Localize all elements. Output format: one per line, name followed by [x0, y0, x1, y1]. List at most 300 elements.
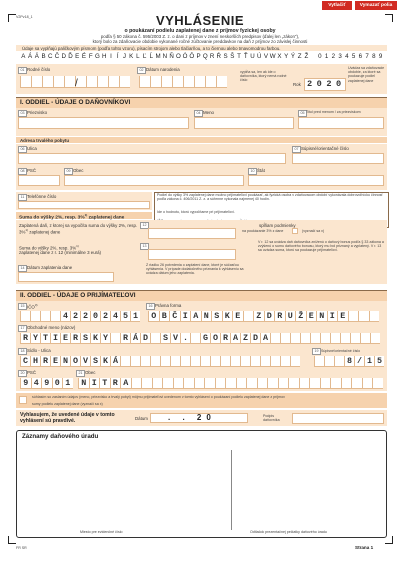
char-cell: 9	[41, 378, 52, 389]
char-cell	[162, 378, 173, 389]
char-cell	[173, 378, 184, 389]
datum-zaplatenia-field[interactable]	[18, 272, 114, 282]
field-number-01: 01	[18, 67, 27, 74]
char-cell: K	[90, 333, 100, 344]
char-cell	[20, 76, 31, 88]
sample-glyph: 8	[372, 53, 376, 60]
char-cell	[341, 378, 352, 389]
form-subtitle: o poukázaní podielu zaplatenej dane z príjmov fyzickej osoby	[124, 28, 276, 34]
field-number-20: 20	[18, 370, 27, 377]
char-cell	[119, 76, 130, 88]
char-cell	[20, 311, 30, 322]
char-cell	[131, 378, 142, 389]
psc-label: PSČ	[27, 168, 37, 173]
sample-glyph: Ú	[257, 53, 262, 60]
sample-glyph: É	[81, 53, 87, 60]
pravna-forma-label: Právna forma	[155, 303, 182, 308]
char-cell: 0	[90, 311, 100, 322]
sample-glyph: Ĺ	[149, 53, 154, 60]
sample-glyph: Ľ	[142, 53, 147, 60]
char-cell: A	[190, 311, 201, 322]
footer-right: Strana 1	[355, 545, 374, 550]
char-cell	[320, 378, 331, 389]
char-cell: D	[250, 333, 260, 344]
stat-field[interactable]	[248, 175, 384, 186]
char-cell: 9	[20, 378, 31, 389]
char-cell: T	[40, 333, 50, 344]
instruction-text: Údaje sa vyplňajú paličkovým písmom (podľa tohto vzoru), písacím strojom alebo tlačiarňou, a to čiernou alebo tmavomodrou farbou.	[22, 45, 281, 51]
sample-glyph: Ť	[243, 53, 248, 60]
field-number-19: 19	[312, 348, 321, 355]
sample-glyph: Ó	[182, 53, 188, 60]
char-cell: 5	[120, 311, 130, 322]
char-cell	[215, 378, 226, 389]
sample-glyph: U	[250, 53, 255, 60]
char-cell: O	[148, 311, 159, 322]
sample-glyph: D	[61, 53, 67, 60]
char-cell	[309, 378, 320, 389]
sample-glyph: L	[136, 53, 140, 60]
char-cell	[130, 356, 140, 367]
field-number-17: 17	[18, 325, 27, 332]
sample-glyph: Ä	[34, 53, 39, 60]
podpis-label: Podpis daňovníka	[263, 414, 280, 423]
field-number-02: 02	[137, 67, 146, 74]
char-cell	[372, 378, 383, 389]
char-cell: E	[232, 311, 243, 322]
field-number-13: 13	[140, 243, 149, 250]
sample-glyph: C	[48, 53, 53, 60]
char-cell: A	[120, 378, 131, 389]
sample-glyph: 4	[345, 53, 349, 60]
sample-glyph: 3	[338, 53, 342, 60]
sample-glyph: 0	[318, 53, 322, 60]
field-number-09: 09	[64, 168, 73, 175]
corner-mark-bottom-right	[385, 536, 393, 544]
char-cell	[246, 378, 257, 389]
char-cell: E	[60, 333, 70, 344]
char-cell	[150, 356, 160, 367]
char-cell: I	[327, 311, 338, 322]
char-cell: 5	[374, 356, 384, 367]
telefon-field[interactable]	[18, 201, 150, 209]
sample-glyph: W	[269, 53, 276, 60]
char-cell	[220, 356, 230, 367]
char-cell	[97, 76, 108, 88]
char-cell: Č	[169, 311, 180, 322]
char-cell	[180, 356, 190, 367]
pravna-forma-field[interactable]	[148, 311, 379, 322]
field-number-11: 11	[18, 194, 27, 201]
rok-label: Rok	[293, 82, 301, 87]
datum-narodenia-label: Dátum narodenia	[146, 67, 180, 72]
zaplatena-dan-label: Zaplatená daň, z ktorej sa vypočíta suma do výšky 2%, resp. 3%$^{1)}$ zaplatenej dane	[19, 223, 138, 235]
char-cell	[225, 378, 236, 389]
char-cell: I	[89, 378, 100, 389]
sidlo-ulica-field[interactable]	[20, 356, 300, 367]
section-1-title: I. ODDIEL - ÚDAJE O DAŇOVNÍKOVI	[20, 98, 131, 106]
char-cell	[358, 311, 369, 322]
char-cell	[110, 333, 120, 344]
section-2-title: II. ODDIEL - ÚDAJE O PRIJÍMATEĽOVI	[20, 291, 136, 299]
ulica-field[interactable]	[18, 153, 286, 164]
field-number-06: 06	[18, 146, 27, 153]
splnam-checkbox[interactable]	[292, 228, 298, 234]
sample-glyph: M	[155, 53, 161, 60]
char-cell	[250, 356, 260, 367]
field-number-04: 04	[194, 110, 203, 117]
sample-glyph: J	[122, 53, 127, 60]
char-cell: 4	[60, 311, 70, 322]
office-right-label: Odtlačok prezentačnej pečiatky daňového úradu	[250, 530, 327, 534]
char-cell: Á	[110, 356, 120, 367]
form-title: VYHLÁSENIE	[155, 13, 245, 28]
char-cell	[348, 311, 359, 322]
char-cell: A	[230, 333, 240, 344]
sample-glyph: B	[41, 53, 46, 60]
char-cell	[369, 311, 380, 322]
zaplatena-dan-text: Zaplatená daň, z ktorej sa vypočíta suma do výšky 2%, resp. 3%	[19, 223, 138, 235]
char-cell	[183, 76, 194, 88]
field-number-03: 03	[18, 110, 27, 117]
char-cell	[190, 356, 200, 367]
char-cell: I	[180, 311, 191, 322]
char-cell: 4	[110, 311, 120, 322]
char-cell	[152, 378, 163, 389]
char-cell: O	[210, 333, 220, 344]
consent-checkbox[interactable]	[19, 396, 27, 404]
rok-value: 2020	[307, 79, 346, 89]
header-line-1: podľa § 50 zákona č. 595/2003 Z. z. o dani z príjmov v znení neskorších predpisov (ďalej len „zákon"),	[100, 34, 300, 39]
sample-glyph: Š	[230, 53, 235, 60]
sample-glyph: 9	[378, 53, 383, 60]
supisne-orientacne-field[interactable]	[314, 356, 384, 367]
obec-field[interactable]	[64, 175, 244, 186]
char-cell: G	[200, 333, 210, 344]
char-cell: 1	[130, 311, 140, 322]
char-cell	[351, 378, 362, 389]
char-cell: 2	[80, 311, 90, 322]
ico-label-text: IČO	[27, 304, 35, 310]
char-cell	[204, 378, 215, 389]
char-cell	[330, 333, 340, 344]
char-cell: S	[90, 356, 100, 367]
char-cell: D	[140, 333, 150, 344]
char-cell	[64, 76, 75, 88]
psc-field-2[interactable]	[20, 378, 73, 389]
char-cell: E	[337, 311, 348, 322]
char-cell: Ž	[295, 311, 306, 322]
char-cell: R	[274, 311, 285, 322]
field-number-15: 15	[18, 303, 27, 310]
char-cell	[340, 333, 350, 344]
sample-glyph: T	[237, 53, 242, 60]
supisne-label: Súpisné/orientačné číslo	[301, 146, 349, 151]
char-cell	[108, 76, 119, 88]
obec-label-2: Obec	[85, 370, 96, 375]
char-cell	[330, 378, 341, 389]
zaplatena-dan-field[interactable]	[148, 228, 236, 239]
priezvisko-label: Priezvisko	[27, 110, 48, 115]
suma-header: Suma do výšky 2%, resp. 3%$^{1)}$ zaplatenej dane	[19, 212, 125, 221]
psc-label-2: PSČ	[27, 370, 37, 375]
char-cell: R	[40, 356, 50, 367]
char-cell: R	[70, 333, 80, 344]
char-cell	[150, 76, 161, 88]
supisne-label-2: Súpisné/orientačné číslo	[321, 348, 361, 353]
char-cell	[320, 333, 330, 344]
sample-glyph: Ž	[304, 53, 309, 60]
footer-left: FR SR	[16, 546, 27, 550]
psc-field[interactable]	[18, 175, 60, 186]
rok-note: Uvádza sa zdaňovacie obdobie, za ktoré sa poukazuje podiel zaplatenej dane	[348, 66, 385, 83]
char-cell	[362, 378, 373, 389]
telefon-label: Telefónne číslo	[27, 194, 57, 199]
sample-glyph: P	[196, 53, 201, 60]
char-cell: N	[78, 378, 89, 389]
char-cell: S	[211, 311, 222, 322]
adresa-label: Adresa trvalého pobytu	[20, 137, 70, 143]
char-cell: 1	[62, 378, 73, 389]
char-cell: N	[60, 356, 70, 367]
sample-glyph: Á	[27, 53, 33, 60]
char-cell: K	[222, 311, 233, 322]
char-cell: N	[201, 311, 212, 322]
sample-glyph: 1	[324, 53, 329, 60]
sample-glyph: Y	[284, 53, 289, 60]
note-1: Podiel do výšky 3% zaplatenej dane možno prijímateľovi poukázať, ak fyzická osoba v zdaňovacom období vykonávala dobrovoľnícku činnosť podľa zákona č. 406/2011 Z. z. a súhrnne vykonala najmenej 40 hodín.	[157, 193, 383, 202]
char-cell	[334, 356, 344, 367]
sample-glyph: G	[95, 53, 100, 60]
char-cell	[190, 333, 200, 344]
char-cell: A	[260, 333, 270, 344]
char-cell	[40, 311, 50, 322]
ulica-label: Ulica	[27, 146, 37, 151]
splnam-label: spĺňam podmienky	[259, 223, 296, 228]
datum-narodenia-field[interactable]	[139, 76, 227, 88]
meno-field[interactable]	[194, 117, 294, 129]
right-note: V r. 12 sa uvádza daň daňovníka zníženú o daňový bonus podľa § 33 zákona a zvýšenú o sumu daňového bonusu, ktorý mu bol priznaný a vyplatený. V r. 13 sa uvádza suma, ktorú sa poukazuje prijímateľovi.	[258, 240, 384, 253]
clear-fields-button[interactable]: Vymazať polia	[355, 1, 397, 10]
char-cell: Y	[100, 333, 110, 344]
char-cell	[210, 356, 220, 367]
char-cell: H	[30, 356, 40, 367]
char-cell: D	[264, 311, 275, 322]
char-cell	[31, 76, 42, 88]
splnam-note: na poukázanie 3% z dane	[242, 229, 284, 233]
char-cell: 2	[100, 311, 110, 322]
sample-glyph: Ň	[169, 53, 174, 60]
char-cell: R	[110, 378, 121, 389]
sample-glyph: Z	[297, 53, 302, 60]
char-cell	[280, 356, 290, 367]
char-cell: O	[70, 356, 80, 367]
char-cell: E	[306, 311, 317, 322]
char-cell	[216, 76, 227, 88]
stat-label: Štát	[257, 168, 265, 173]
char-cell: Z	[253, 311, 264, 322]
char-cell	[139, 76, 150, 88]
signature-statement: Vyhlasujem, že uvedené údaje v tomto vyhlásení sú pravdivé.	[20, 411, 115, 424]
char-cell: U	[285, 311, 296, 322]
ico-field[interactable]	[20, 311, 140, 322]
sample-glyph: X	[277, 53, 282, 60]
sample-glyph: N	[162, 53, 168, 60]
char-cell	[53, 76, 64, 88]
char-cell	[50, 311, 60, 322]
char-cell: 8	[344, 356, 354, 367]
char-cell: N	[316, 311, 327, 322]
char-cell	[236, 378, 247, 389]
char-cell	[280, 333, 290, 344]
sample-glyph: V	[263, 53, 269, 60]
zaplatena-dan-text-2: zaplatenej dane	[29, 229, 61, 235]
field-number-10: 10	[248, 168, 257, 175]
supisne-field[interactable]	[292, 153, 384, 164]
char-cell: .	[180, 333, 190, 344]
suma-vysky-field[interactable]	[148, 249, 236, 260]
char-cell: Y	[30, 333, 40, 344]
sample-glyph: H	[101, 53, 107, 60]
char-cell: E	[50, 356, 60, 367]
char-cell	[310, 333, 320, 344]
titul-field[interactable]	[298, 117, 384, 129]
char-cell	[324, 356, 334, 367]
char-cell: 0	[52, 378, 63, 389]
char-cell: 4	[31, 378, 42, 389]
sample-glyph: I	[110, 53, 112, 60]
office-divider	[231, 450, 232, 530]
char-cell: S	[160, 333, 170, 344]
char-cell	[243, 311, 254, 322]
adresa-bar	[16, 137, 387, 143]
sample-glyph: Ď	[68, 53, 73, 60]
char-cell	[350, 333, 360, 344]
suma-vysky-text: Suma do výšky 2%, resp. 3%	[19, 245, 77, 251]
char-cell	[141, 378, 152, 389]
char-cell	[290, 333, 300, 344]
char-cell	[170, 356, 180, 367]
char-cell	[267, 378, 278, 389]
sample-glyph: F	[88, 53, 93, 60]
sample-glyph: 6	[358, 53, 363, 60]
field-number-18: 18	[18, 348, 27, 355]
sample-glyph: Q	[202, 53, 208, 60]
obec-field-2[interactable]	[78, 378, 383, 389]
obchodne-meno-field[interactable]	[20, 333, 380, 344]
sample-glyph: 5	[351, 53, 356, 60]
suma-vysky-label: Suma do výšky 2%, resp. 3%$^{1)}$ zaplatenej dane z r. 12 (minimálne 3 eurá)	[19, 244, 102, 256]
char-cell	[270, 333, 280, 344]
char-cell	[183, 378, 194, 389]
char-cell	[86, 76, 97, 88]
char-cell: 1	[364, 356, 374, 367]
signature-date-label: Dátum	[135, 416, 148, 421]
char-cell	[257, 378, 268, 389]
obchodne-meno-label: Obchodné meno (názov)	[27, 325, 76, 330]
consent-text-2: sumy podielu zaplatenej dane (vyznačí sa x)	[32, 402, 103, 406]
sample-letters-row	[20, 53, 384, 62]
field-number-05: 05	[298, 110, 307, 117]
char-cell	[160, 356, 170, 367]
char-cell	[299, 378, 310, 389]
char-cell: K	[100, 356, 110, 367]
char-cell: I	[50, 333, 60, 344]
rodne-cislo-label: Rodné číslo	[27, 67, 51, 72]
char-cell	[120, 356, 130, 367]
char-cell	[42, 76, 53, 88]
sidlo-label: Sídlo - Ulica	[27, 348, 51, 353]
sample-glyph: A	[21, 53, 26, 60]
podpis-field[interactable]	[292, 413, 384, 424]
signature-date-value: . . 20	[168, 413, 216, 422]
char-cell: Á	[130, 333, 140, 344]
char-cell	[194, 378, 205, 389]
char-cell	[278, 378, 289, 389]
char-cell	[240, 356, 250, 367]
office-title: Záznamy daňového úradu	[22, 433, 99, 440]
char-cell	[360, 333, 370, 344]
form-code: V2Pv18_1	[16, 15, 33, 19]
char-cell: 2	[70, 311, 80, 322]
office-box	[16, 430, 387, 538]
char-cell	[200, 356, 210, 367]
note-2: Ide o hodnotu, ktorú vypočítame pri prijímateľovi.	[157, 210, 235, 214]
char-cell	[300, 333, 310, 344]
char-cell: R	[220, 333, 230, 344]
meno-label: Meno	[203, 110, 214, 115]
char-cell: Z	[240, 333, 250, 344]
sample-glyph: R	[209, 53, 215, 60]
obec-label: Obec	[73, 168, 84, 173]
char-cell: B	[159, 311, 170, 322]
char-cell	[30, 311, 40, 322]
char-cell	[290, 356, 300, 367]
char-cell	[270, 356, 280, 367]
char-cell	[194, 76, 205, 88]
char-cell	[172, 76, 183, 88]
ico-label: IČO$^{3)}$	[27, 303, 38, 310]
note-14: Z riadku 26 potvrdenia o zaplatení dane, ktoré je súčasťou vyhlásenia. V prípade dodatočného priznania k vyhláseniu sa uvádza dátum jeho zaplatenia.	[146, 263, 244, 276]
datum-zaplatenia-label: Dátum zaplatenia dane	[27, 265, 73, 270]
field-number-07: 07	[292, 146, 301, 153]
vyznacit-note: (vyznačí sa x)	[302, 229, 325, 233]
char-cell: V	[80, 356, 90, 367]
char-cell: R	[120, 333, 130, 344]
char-cell	[370, 333, 380, 344]
char-cell: T	[99, 378, 110, 389]
char-cell: C	[20, 356, 30, 367]
consent-text: súhlasím so zaslaním údajov (meno, priezvisko a trvalý pobyt) môjmu prijímateľovi uvedenom v tomto vyhlásení o poukázaní podielu zaplatenej dane z príjmov	[32, 394, 285, 399]
char-cell	[230, 356, 240, 367]
rodne-cislo-separator: /	[75, 78, 78, 89]
char-cell	[150, 333, 160, 344]
priezvisko-field[interactable]	[18, 117, 189, 129]
sample-glyph: S	[223, 53, 228, 60]
office-left-label: Miesto pre evidenčné číslo	[80, 530, 123, 534]
field-number-14: 14	[18, 265, 27, 272]
char-cell: V	[170, 333, 180, 344]
suma-header-text: Suma do výšky 2%, resp. 3%	[19, 215, 85, 221]
char-cell: S	[80, 333, 90, 344]
sample-glyph: Ô	[189, 53, 195, 60]
field-number-21: 21	[76, 370, 85, 377]
char-cell	[314, 356, 324, 367]
field-number-16: 16	[146, 303, 155, 310]
char-cell: /	[354, 356, 364, 367]
char-cell	[140, 356, 150, 367]
print-button[interactable]: Vytlačiť	[322, 1, 352, 10]
